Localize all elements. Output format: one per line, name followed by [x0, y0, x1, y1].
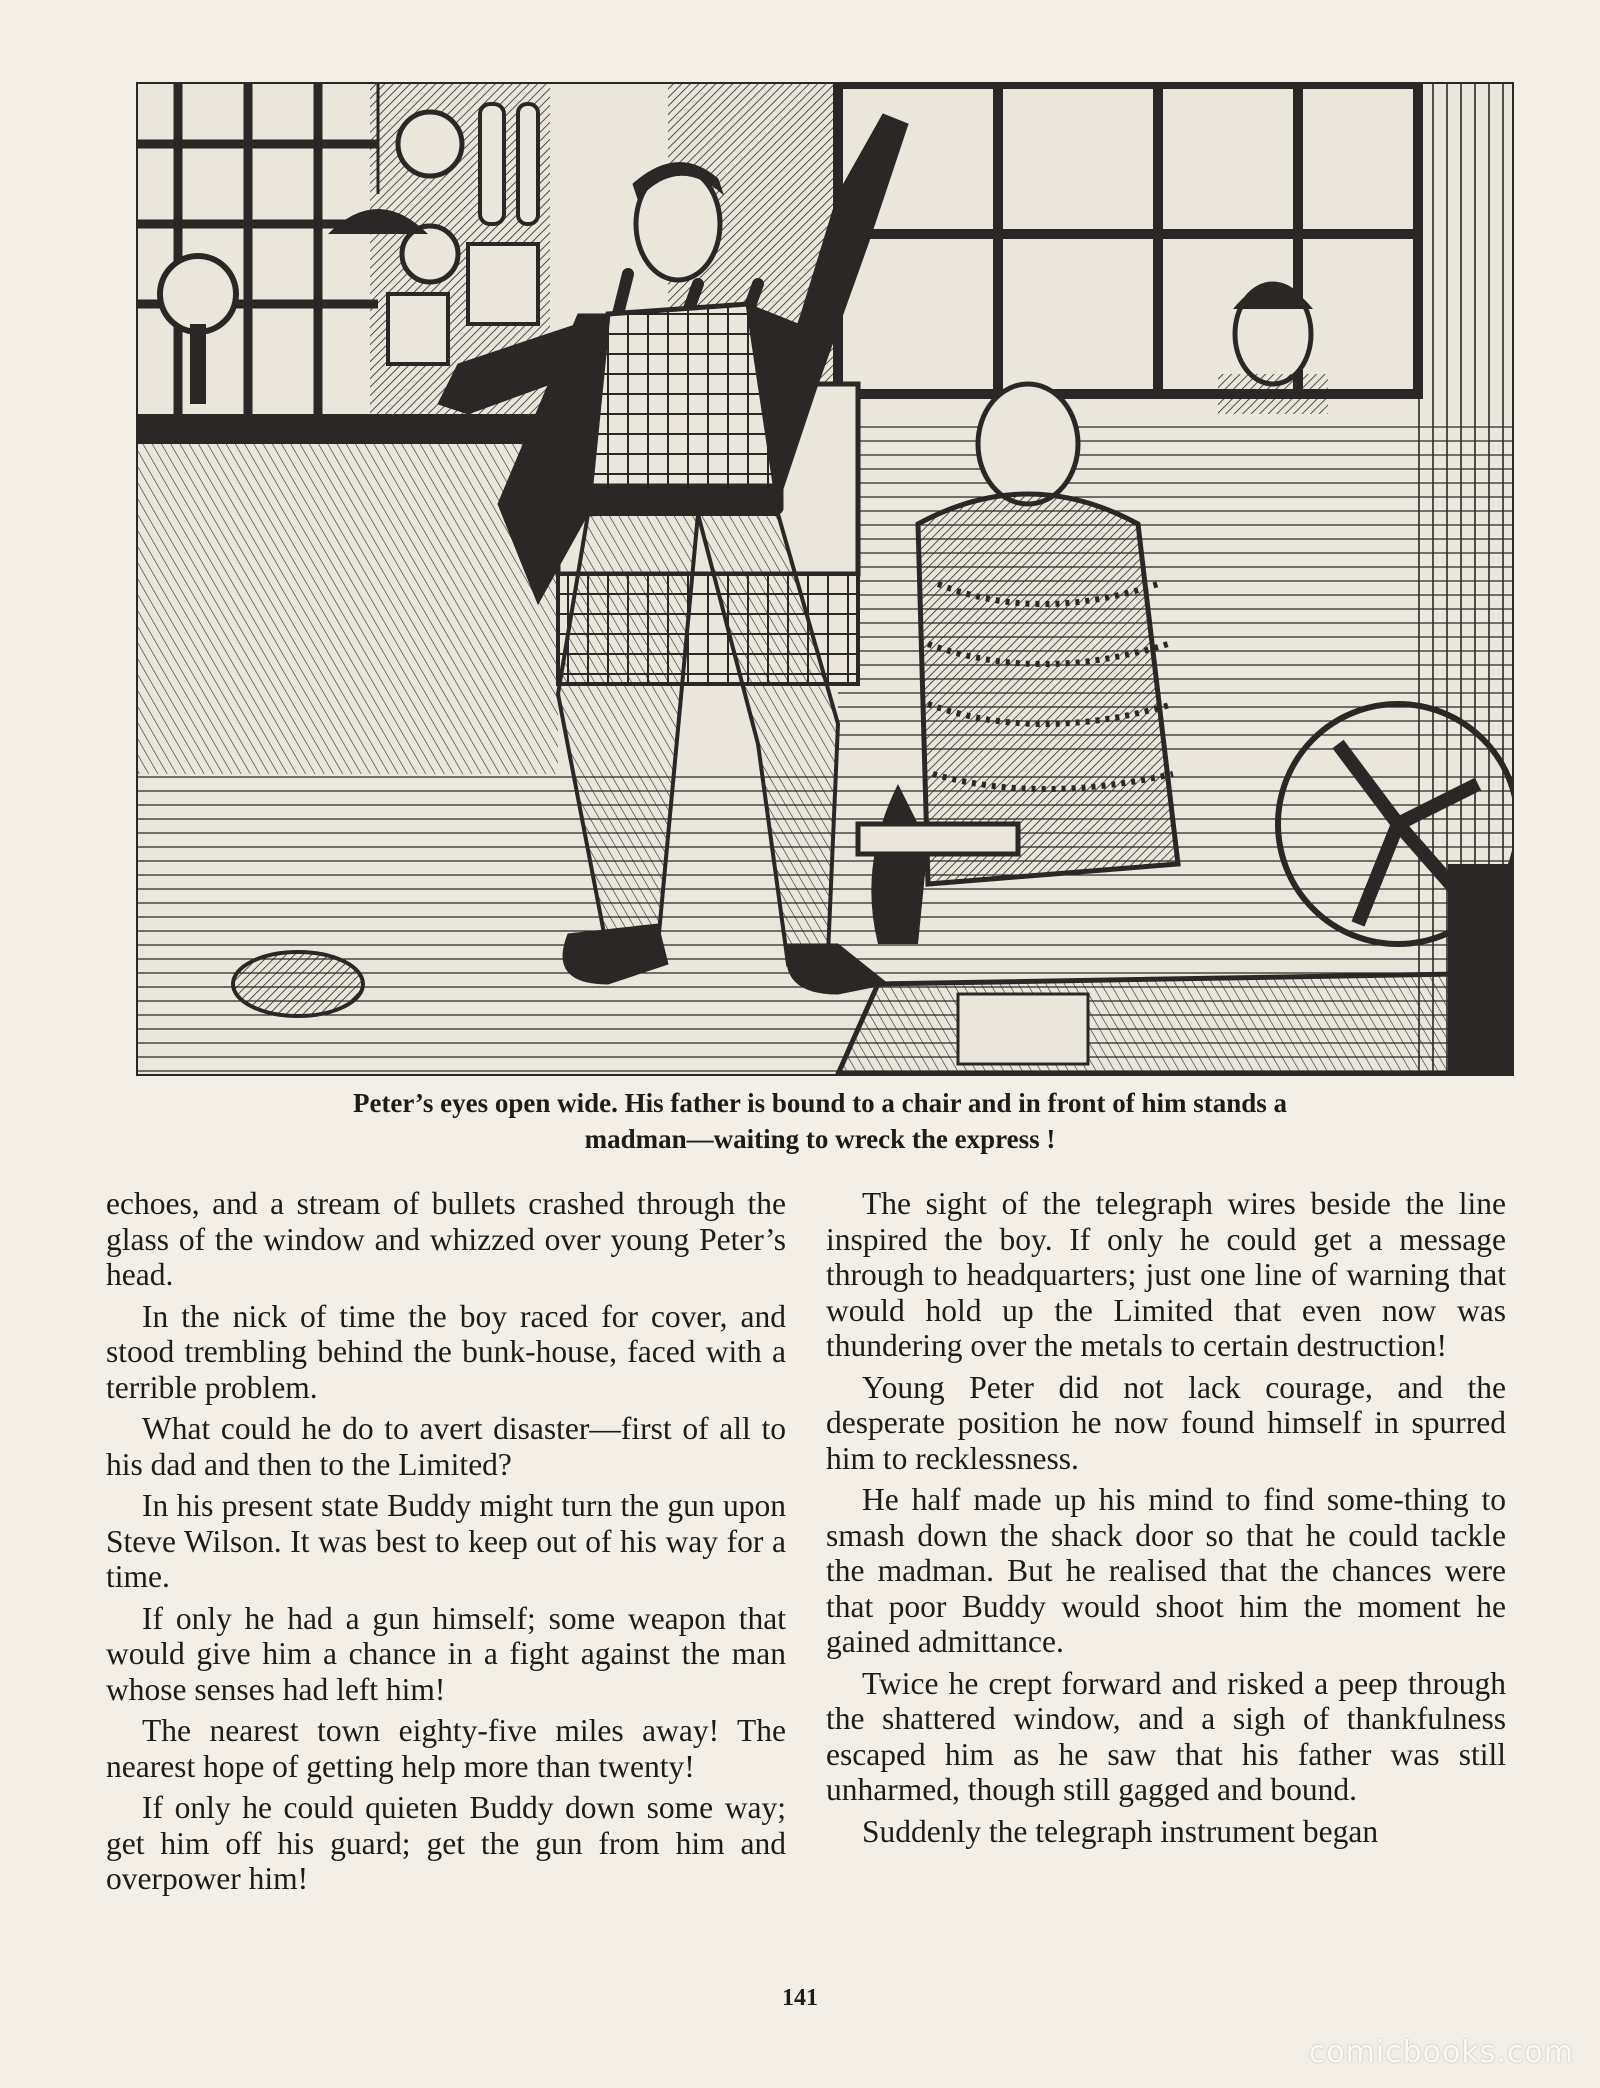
caption-line-2: madman—waiting to wreck the express ! — [584, 1124, 1056, 1154]
paragraph: He half made up his mind to find some-thing to smash down the shack door so that he could tackle the madman. But he realised that the chances were that poor Buddy would shoot him the moment he gained admittance. — [826, 1482, 1506, 1659]
paragraph: Suddenly the telegraph instrument began — [862, 1813, 1379, 1849]
right-text-column — [826, 1186, 1506, 1855]
paragraph: In his present state Buddy might turn the gun upon Steve Wilson. It was best to keep out of his way for a time. — [106, 1488, 786, 1594]
illustration-caption — [120, 1085, 1520, 1157]
paragraph: The sight of the telegraph wires beside the line inspired the boy. If only he could get a message through to headquarters; just one line of warning that would hold up the Limited that even now was thundering over the metals to certain destruction! — [826, 1186, 1506, 1363]
illustration — [136, 82, 1514, 1076]
paragraph: Twice he crept forward and risked a peep through the shattered window, and a sigh of thankfulness escaped him as he saw that his father was still unharmed, though still gagged and bound. — [826, 1665, 1506, 1807]
paragraph: Young Peter did not lack courage, and the desperate position he now found himself in spurred him to recklessness. — [826, 1369, 1506, 1476]
left-text-column — [106, 1186, 786, 1903]
watermark: comicbooks.com — [1308, 2035, 1574, 2070]
paragraph: The nearest town eighty-five miles away! The nearest hope of getting help more than twenty! — [106, 1713, 786, 1784]
page-number: 141 — [782, 1985, 818, 2011]
caption-line-1: Peter’s eyes open wide. His father is bound to a chair and in front of him stands a — [352, 1088, 1288, 1118]
paragraph: If only he could quieten Buddy down some way; get him off his guard; get the gun from him and overpower him! — [106, 1790, 786, 1896]
paragraph: What could he do to avert disaster—first of all to his dad and then to the Limited? — [106, 1411, 786, 1482]
paragraph: echoes, and a stream of bullets crashed through the glass of the window and whizzed over young Peter’s head. — [106, 1186, 786, 1292]
engraving-illustration-icon — [138, 84, 1512, 1074]
paragraph: In the nick of time the boy raced for cover, and stood trembling behind the bunk-house, faced with a terrible problem. — [106, 1298, 786, 1405]
paragraph: If only he had a gun himself; some weapon that would give him a chance in a fight against the man whose senses had left him! — [106, 1600, 786, 1707]
